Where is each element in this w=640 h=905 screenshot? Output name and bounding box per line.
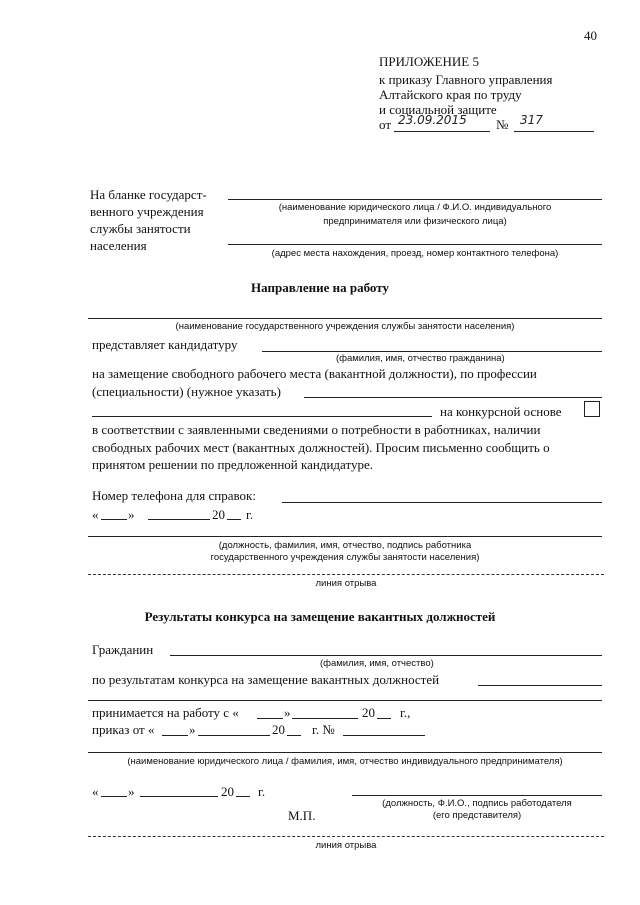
referral-body-2: свободных рабочих мест (вакантных должностей). Просим письменно сообщить о: [92, 440, 550, 455]
results-extra-field[interactable]: [88, 700, 602, 701]
order-label: приказ от «: [92, 722, 155, 737]
hired-close: »: [284, 705, 291, 720]
hired-label: принимается на работу с «: [92, 705, 239, 720]
referral-year-suffix: г.: [246, 507, 254, 522]
cut-line-1: [88, 574, 604, 575]
appendix-line-2: Алтайского края по труду: [379, 87, 522, 102]
order-month-field[interactable]: [198, 735, 270, 736]
appendix-line-1: к приказу Главного управления: [379, 72, 553, 87]
employer-sign-caption-2: (его представителя): [432, 810, 522, 821]
blank-note-line-4: населения: [90, 238, 147, 253]
results-title: Результаты конкурса на замещение вакантных должностей: [144, 609, 496, 624]
referral-date-close: »: [128, 507, 135, 522]
referral-year-field[interactable]: [227, 519, 241, 520]
referral-year-prefix: 20: [212, 507, 225, 522]
cut-line-1-label: линия отрыва: [315, 578, 377, 589]
referral-month-field[interactable]: [148, 519, 210, 520]
employer-signature-field[interactable]: [352, 795, 602, 796]
hired-year-field[interactable]: [377, 718, 391, 719]
order-year-field[interactable]: [287, 735, 301, 736]
fio-short-caption: (фамилия, имя, отчество): [320, 658, 434, 669]
phone-field[interactable]: [282, 502, 602, 503]
blank-note-line-1: На бланке государст-: [90, 187, 207, 202]
citizen-fio-field[interactable]: [170, 655, 602, 656]
results-year-field[interactable]: [236, 796, 250, 797]
appendix-line-3: и социальной защите: [379, 102, 497, 117]
order-day-field[interactable]: [162, 735, 188, 736]
appendix-number-handwritten: 317: [520, 113, 543, 127]
by-results-field[interactable]: [478, 685, 602, 686]
fio-caption: (фамилия, имя, отчество гражданина): [336, 353, 505, 364]
hired-g: г.,: [400, 705, 411, 720]
by-results-label: по результатам конкурса на замещение вакантных должностей: [92, 672, 440, 687]
profession-field[interactable]: [92, 416, 432, 417]
results-year-prefix: 20: [221, 784, 234, 799]
order-close: »: [189, 722, 196, 737]
referral-body-3: принятом решении по предложенной кандидатуре.: [92, 457, 373, 472]
referral-day-field[interactable]: [101, 519, 127, 520]
worker-caption: (должность, фамилия, имя, отчество, подпись работника: [218, 540, 472, 551]
cut-line-2-label: линия отрыва: [315, 840, 377, 851]
legal-entity-field[interactable]: [228, 199, 602, 200]
employer-caption: (наименование юридического лица / фамилия, имя, отчество индивидуального предпринимателя): [127, 756, 563, 767]
phone-label: Номер телефона для справок:: [92, 488, 256, 503]
employer-field[interactable]: [88, 752, 602, 753]
page-number: 40: [584, 28, 597, 43]
institution-caption: (наименование государственного учреждения службы занятости населения): [175, 321, 515, 332]
employer-sign-caption: (должность, Ф.И.О., подпись работодателя: [382, 798, 572, 809]
blank-note-line-3: службы занятости: [90, 221, 191, 236]
competitive-checkbox[interactable]: [584, 401, 600, 417]
referral-date-open: «: [92, 507, 99, 522]
mp-label: М.П.: [288, 808, 316, 823]
results-month-field[interactable]: [140, 796, 218, 797]
appendix-date-handwritten: 23.09.2015: [398, 113, 467, 127]
referral-title: Направление на работу: [251, 280, 389, 295]
specialty-field[interactable]: [304, 397, 602, 398]
address-caption: (адрес места нахождения, проезд, номер контактного телефона): [271, 248, 559, 259]
specialty-line: (специальности) (нужное указать): [92, 384, 281, 399]
results-date-open: «: [92, 784, 99, 799]
results-date-close: »: [128, 784, 135, 799]
worker-caption-2: государственного учреждения службы занятости населения): [210, 552, 480, 563]
appendix-title: ПРИЛОЖЕНИЕ 5: [379, 54, 479, 69]
order-year-prefix: 20: [272, 722, 285, 737]
citizen-label: Гражданин: [92, 642, 154, 657]
candidate-fio-field[interactable]: [262, 351, 602, 352]
competitive-label: на конкурсной основе: [440, 404, 562, 419]
appendix-number-prefix: №: [496, 117, 509, 132]
cut-line-2: [88, 836, 604, 837]
hired-day-field[interactable]: [257, 718, 283, 719]
legal-entity-caption: (наименование юридического лица / Ф.И.О. индивидуального: [278, 202, 552, 213]
order-number-field[interactable]: [343, 735, 425, 736]
hired-year-prefix: 20: [362, 705, 375, 720]
legal-entity-caption-2: предпринимателя или физического лица): [323, 216, 507, 227]
results-year-suffix: г.: [258, 784, 266, 799]
worker-signature-field[interactable]: [88, 536, 602, 537]
presents-label: представляет кандидатуру: [92, 337, 238, 352]
appendix-date-prefix: от: [379, 117, 392, 132]
address-field[interactable]: [228, 244, 602, 245]
blank-note-line-2: венного учреждения: [90, 204, 204, 219]
appendix-date-underline: [394, 131, 490, 132]
hired-month-field[interactable]: [292, 718, 358, 719]
vacancy-line: на замещение свободного рабочего места (вакантной должности), по профессии: [92, 366, 537, 381]
referral-body-1: в соответствии с заявленными сведениями о потребности в работниках, наличии: [92, 422, 541, 437]
appendix-number-underline: [514, 131, 594, 132]
order-g: г. №: [312, 722, 335, 737]
results-day-field[interactable]: [101, 796, 127, 797]
institution-field[interactable]: [88, 318, 602, 319]
